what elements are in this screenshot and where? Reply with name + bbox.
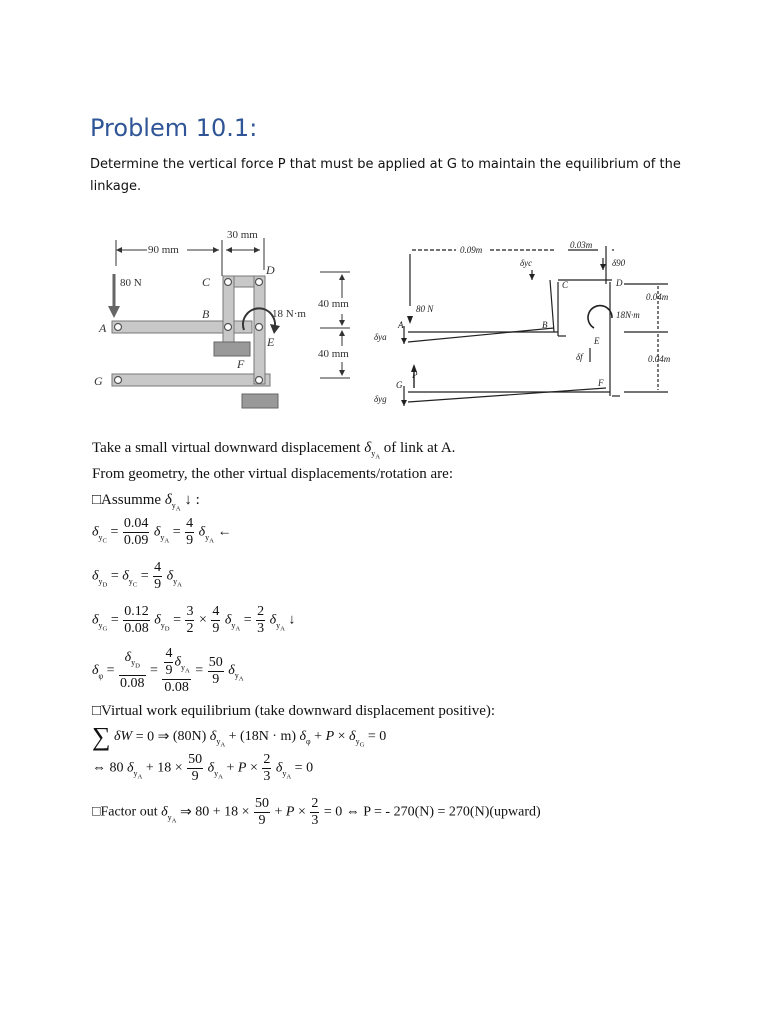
sketch-point-a: A xyxy=(398,320,404,330)
sketch-point-f: F xyxy=(598,378,604,388)
point-e-label: E xyxy=(267,335,275,349)
dim-40-top-label: 40 mm xyxy=(318,298,349,310)
linkage-figure xyxy=(92,226,372,416)
sketch-dim-009: 0.09m xyxy=(460,245,483,255)
eq1-num-1: 0.04 xyxy=(123,516,149,531)
eq7-num-1: 50 xyxy=(254,796,269,811)
moment-label: 18 N·m xyxy=(272,308,306,320)
eq7-lhs: 80 + 18 × xyxy=(195,804,250,820)
eq3-num-1: 0.12 xyxy=(124,604,149,619)
sketch-point-e: E xyxy=(594,336,600,346)
eq3-den-3: 9 xyxy=(212,621,220,636)
dim-90-label: 90 mm xyxy=(148,244,179,256)
sketch-point-g: G xyxy=(396,380,403,390)
point-d-label: D xyxy=(266,263,275,277)
force-80n-label: 80 N xyxy=(120,277,142,289)
equation-7: □Factor out $\delta_{y_A}$ ⇒ 80 + 18 × $\frac{50}{9}$ + P × $\frac{2}{3}$ = 0 ⇔ P = - 270(N) = 270(N)(upward) xyxy=(92,796,541,828)
sketch-delta-sya: δya xyxy=(374,332,387,342)
equation-1: $\delta_{y_C}$ = $\frac{0.04}{0.09}$ $\delta_{y_A}$ = $\frac{4}{9}$ $\delta_{y_A}$ ← xyxy=(92,516,232,548)
sketch-dim-004-bottom: 0.04m xyxy=(648,354,671,364)
solution-line-1-start: Take a small virtual downward displacement xyxy=(92,440,361,456)
eq3-den-1: 0.08 xyxy=(124,621,149,636)
equation-5: ∑ δW = 0 ⇒ (80N) $\delta_{y_A} + (18N \cdot m) \delta_\varphi + P \times \delta_{y_G} = 0$ xyxy=(92,722,387,751)
equation-4: $\delta_\varphi$ = $\frac{\delta_{y_D}}{0.08}$ = $\frac{4}{9}$ $\delta_{y_A}$ 0.08 = $\frac{50}{9}$ $\delta_{y_A}$ xyxy=(92,646,244,696)
eq6-coef-80: 80 xyxy=(109,760,124,776)
point-g-label: G xyxy=(94,374,103,388)
eq3-num-3: 4 xyxy=(212,604,220,619)
sketch-force-p: P xyxy=(412,370,418,380)
eq4-den-2: 9 xyxy=(165,663,173,678)
eq7-result: P = - 270(N) = 270(N)(upward) xyxy=(363,804,541,820)
solution-line-2: From geometry, the other virtual displacements/rotation are: xyxy=(92,466,454,482)
eq6-coef-18: 18 xyxy=(157,760,172,776)
eq4-num-4: 50 xyxy=(208,654,223,670)
eq3-arrow: ↓ xyxy=(288,612,296,628)
eq3-num-2: 3 xyxy=(186,604,194,619)
equation-2: $\delta_{y_D} = \delta_{y_C}$ = $\frac{4}{9}$ $\delta_{y_A}$ xyxy=(92,560,182,592)
solution-line-1-end: of link at A. xyxy=(383,440,456,456)
eq6-den-1: 9 xyxy=(191,769,199,784)
eq7-den-2: 3 xyxy=(311,813,319,828)
sketch-force-80n: 80 N xyxy=(416,304,434,314)
eq5-moment: (18N · m) xyxy=(240,729,297,744)
dim-40-bottom-label: 40 mm xyxy=(318,348,349,360)
solution-line-1: Take a small virtual downward displacement $\delta_{y_A}$ of link at A. xyxy=(92,440,456,461)
point-b-label: B xyxy=(202,307,210,321)
assume-label: □Assumme xyxy=(92,492,162,508)
problem-statement: Determine the vertical force P that must be applied at G to maintain the equilibrium of the linkage. xyxy=(90,157,681,194)
eq4-den-3: 0.08 xyxy=(164,680,189,696)
eq1-num-2: 4 xyxy=(186,516,194,531)
eq1-arrow: ← xyxy=(217,524,232,540)
virtual-work-heading: □Virtual work equilibrium (take downward displacement positive): xyxy=(92,703,496,719)
dim-30-label: 30 mm xyxy=(227,229,258,241)
factor-label: □Factor out xyxy=(92,804,158,820)
page-title: Problem 10.1: xyxy=(90,114,258,142)
eq7-den-1: 9 xyxy=(258,813,266,828)
eq3-den-4: 3 xyxy=(257,621,265,636)
point-f-label: F xyxy=(237,357,245,371)
eq2-den: 9 xyxy=(154,577,162,592)
eq4-num-2: 4 xyxy=(165,646,173,661)
eq6-num-1: 50 xyxy=(188,752,203,767)
eq1-den-2: 9 xyxy=(186,533,194,548)
point-c-label: C xyxy=(202,275,211,289)
sketch-delta-sf: δf xyxy=(576,352,583,362)
eq6-den-2: 3 xyxy=(263,769,271,784)
equation-3: $\delta_{y_G}$ = $\frac{0.12}{0.08}$ $\delta_{y_D}$ = $\frac{3}{2}$ × $\frac{4}{9}$ $\delta_{y_A}$ = $\frac{2}{3}$ $\delta_{y_A}$ ↓ xyxy=(92,604,296,636)
eq2-num: 4 xyxy=(154,560,162,575)
assume-line: □Assumme $\delta_{y_A}$ ↓ : xyxy=(92,492,200,513)
sketch-delta-syc: δyc xyxy=(520,258,533,268)
eq5-force: (80N) xyxy=(172,729,207,744)
eq4-den-1: 0.08 xyxy=(120,675,145,691)
sketch-dim-003: 0.03m xyxy=(570,240,593,250)
sketch-point-d: D xyxy=(616,278,623,288)
eq3-num-4: 2 xyxy=(257,604,265,619)
displacement-sketch xyxy=(372,236,678,420)
sketch-point-c: C xyxy=(562,280,569,290)
eq4-den-4: 9 xyxy=(212,671,220,687)
eq6-num-2: 2 xyxy=(263,752,271,767)
sketch-moment: 18N·m xyxy=(616,310,640,320)
sketch-delta-syg: δyg xyxy=(374,394,387,404)
sketch-point-b: B xyxy=(542,320,548,330)
eq1-den-1: 0.09 xyxy=(123,533,149,548)
point-a-label: A xyxy=(99,321,107,335)
sketch-delta-s90: δ90 xyxy=(612,258,626,268)
eq3-den-2: 2 xyxy=(186,621,194,636)
equation-6: ⇔ 80 $\delta_{y_A} + 18$ × $\frac{50}{9}$ $\delta_{y_A} + P$ × $\frac{2}{3}$ $\delta_{y_A} = 0$ xyxy=(92,752,314,784)
eq7-num-2: 2 xyxy=(311,796,319,811)
sketch-dim-004-top: 0.04m xyxy=(646,292,669,302)
